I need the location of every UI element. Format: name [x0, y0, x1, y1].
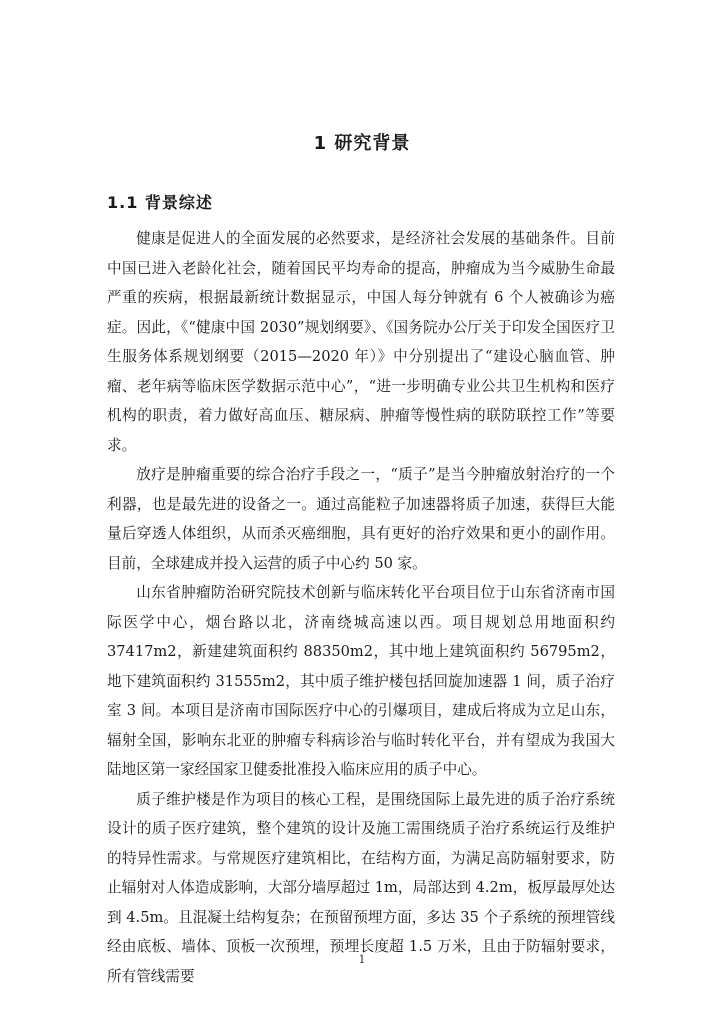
section-title: 1.1 背景综述	[107, 193, 213, 212]
paragraph: 质子维护楼是作为项目的核心工程，是围绕国际上最先进的质子治疗系统设计的质子医疗建筑，整个建筑的设计及施工需围绕质子治疗系统运行及维护的特异性需求。与常规医疗建筑相比，在结构方面，为满足高防辐射要求，防止辐射对人体造成影响，大部分墙厚超过 1m，局部达到 4.2m，板厚最厚处达到 4.5m。且混凝土结构复杂；在预留预埋方面，多达 35 个子系统的预埋管线经由底板、墙体、顶板一次预埋，预埋长度超 1.5 万米，且由于防辐射要求，所有管线需要	[107, 790, 615, 985]
paragraph: 山东省肿瘤防治研究院技术创新与临床转化平台项目位于山东省济南市国际医学中心，烟台路以北，济南绕城高速以西。项目规划总用地面积约 37417m2，新建建筑面积约 88350m2，其中地上建筑面积约 56795m2，地下建筑面积约 31555m2，其中质子维护楼包括回旋加速器 1 间，质子治疗室 3 间。本项目是济南市国际医疗中心的引爆项目，建成后将成为立足山东，辐射全国，影响东北亚的肿瘤专科病诊治与临时转化平台，并有望成为我国大陆地区第一家经国家卫健委批准投入临床应用的质子中心。	[107, 584, 615, 778]
chapter-title: 1 研究背景	[313, 133, 411, 154]
page-number: 1	[358, 953, 366, 966]
paragraph: 健康是促进人的全面发展的必然要求，是经济社会发展的基础条件。目前中国已进入老龄化社会，随着国民平均寿命的提高，肿瘤成为当今威胁生命最严重的疾病，根据最新统计数据显示，中国人每分钟就有 6 个人被确诊为癌症。因此，《“健康中国 2030”规划纲要》、《国务院办公厅关于印发全国医疗卫生服务体系规划纲要（2015—2020 年）》中分别提出了“建设心脑血管、肿瘤、老年病等临床医学数据示范中心”，“进一步明确专业公共卫生机构和医疗机构的职责，着力做好高血压、糖尿病、肿瘤等慢性病的联防联控工作”等要求。	[107, 230, 615, 454]
body-text	[107, 224, 615, 991]
paragraph: 放疗是肿瘤重要的综合治疗手段之一，“质子”是当今肿瘤放射治疗的一个利器，也是最先进的设备之一。通过高能粒子加速器将质子加速，获得巨大能量后穿透人体组织，从而杀灭癌细胞，具有更好的治疗效果和更小的副作用。目前，全球建成并投入运营的质子中心约 50 家。	[107, 466, 615, 572]
